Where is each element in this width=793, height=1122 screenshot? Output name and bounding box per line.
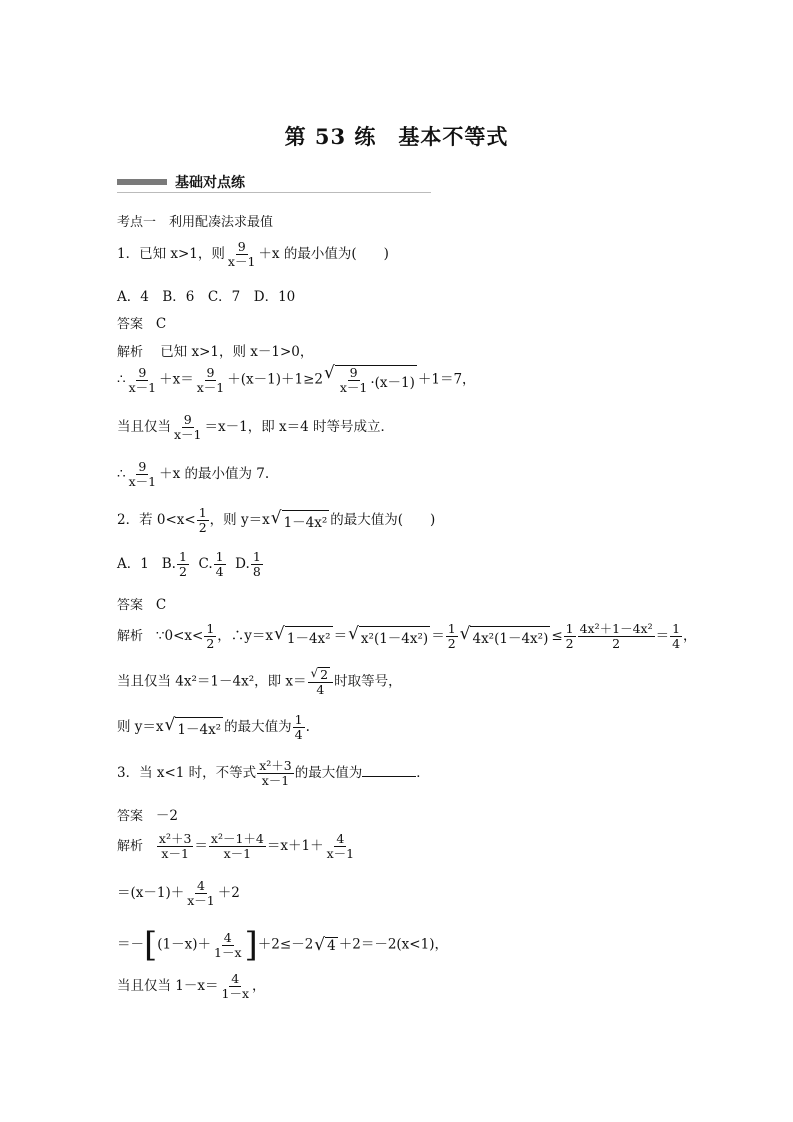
question-2-answer: 答案 C (117, 597, 167, 613)
topic-heading: 考点一 利用配凑法求最值 (117, 215, 274, 230)
question-2-analysis: 解析 ∵0<x< $\frac{1}{2}$ ，∴y＝x √ 1－4x² ＝ √ x²(1－4x²) ＝ $\frac{1}{2}$ √ 4x²(1－4x²) ≤ $\frac{1}{2}$ $\frac{\text{4x²＋1－4x²}}{2}$ ＝ $\frac{1}{4}$ ， (117, 621, 697, 651)
question-3-bound: ＝－[(1－x)＋ $\frac{4}{1-x}$ ]＋2≤－2 √ 4 ＋2＝－2(x<1)， (117, 925, 448, 965)
question-1: 1．已知 x>1，则 $\frac{9}{x-1}$ ＋x 的最小值为( ) (117, 239, 389, 269)
question-3-analysis: 解析 $\frac{\text{x²＋3}}{x-1}$ ＝ $\frac{\text{x²－1＋4}}{x-1}$ ＝x＋1＋ $\frac{4}{x-1}$ (117, 831, 355, 861)
question-2-condition: 当且仅当 4x²＝1－4x²，即 x＝ √ 2 4 时取等号， (117, 666, 402, 697)
section-marker (117, 179, 167, 185)
question-3-answer: 答案 －2 (117, 808, 178, 824)
question-2-conclusion: 则 y＝x √ 1－4x² 的最大值为 $\frac{1}{4}$ . (117, 712, 310, 742)
question-1-conclusion: ∴ $\frac{9}{x-1}$ ＋x 的最小值为 7. (117, 459, 270, 489)
answer-blank (362, 764, 416, 777)
fraction: $\frac{9}{x-1}$ (227, 239, 256, 269)
question-1-answer: 答案 C (117, 316, 167, 332)
question-1-options: A．4 B．6 C．7 D．10 (117, 289, 296, 305)
question-1-step: ∴ $\frac{9}{x-1}$ ＋x＝ $\frac{9}{x-1}$ ＋(x－1)＋1≥2 √ $\frac{9}{x-1}$ ·(x－1) ＋1＝7， (117, 363, 476, 395)
question-3-condition: 当且仅当 1－x＝ $\frac{4}{1-x}$ ， (117, 971, 266, 1001)
section-label: 基础对点练 (175, 175, 245, 191)
question-1-condition: 当且仅当 $\frac{9}{x-1}$ ＝x－1，即 x＝4 时等号成立． (117, 412, 395, 442)
question-3: 3．当 x<1 时，不等式 $\frac{\text{x²＋3}}{x-1}$ 的最大值为 ． (117, 758, 430, 788)
question-2: 2．若 0<x< $\frac{1}{2}$ ，则 y＝x √ 1－4x² 的最大值为( ) (117, 505, 436, 535)
question-1-analysis: 解析 已知 x>1，则 x－1>0， (117, 344, 314, 360)
section-header (117, 172, 431, 193)
question-3-step: ＝(x－1)＋ $\frac{4}{x-1}$ ＋2 (117, 878, 240, 908)
page-title: 第 53 练 基本不等式 (284, 124, 509, 149)
question-2-options: A．1 B. $\frac{1}{2}$ C. $\frac{1}{4}$ D. $\frac{1}{8}$ (117, 549, 261, 579)
